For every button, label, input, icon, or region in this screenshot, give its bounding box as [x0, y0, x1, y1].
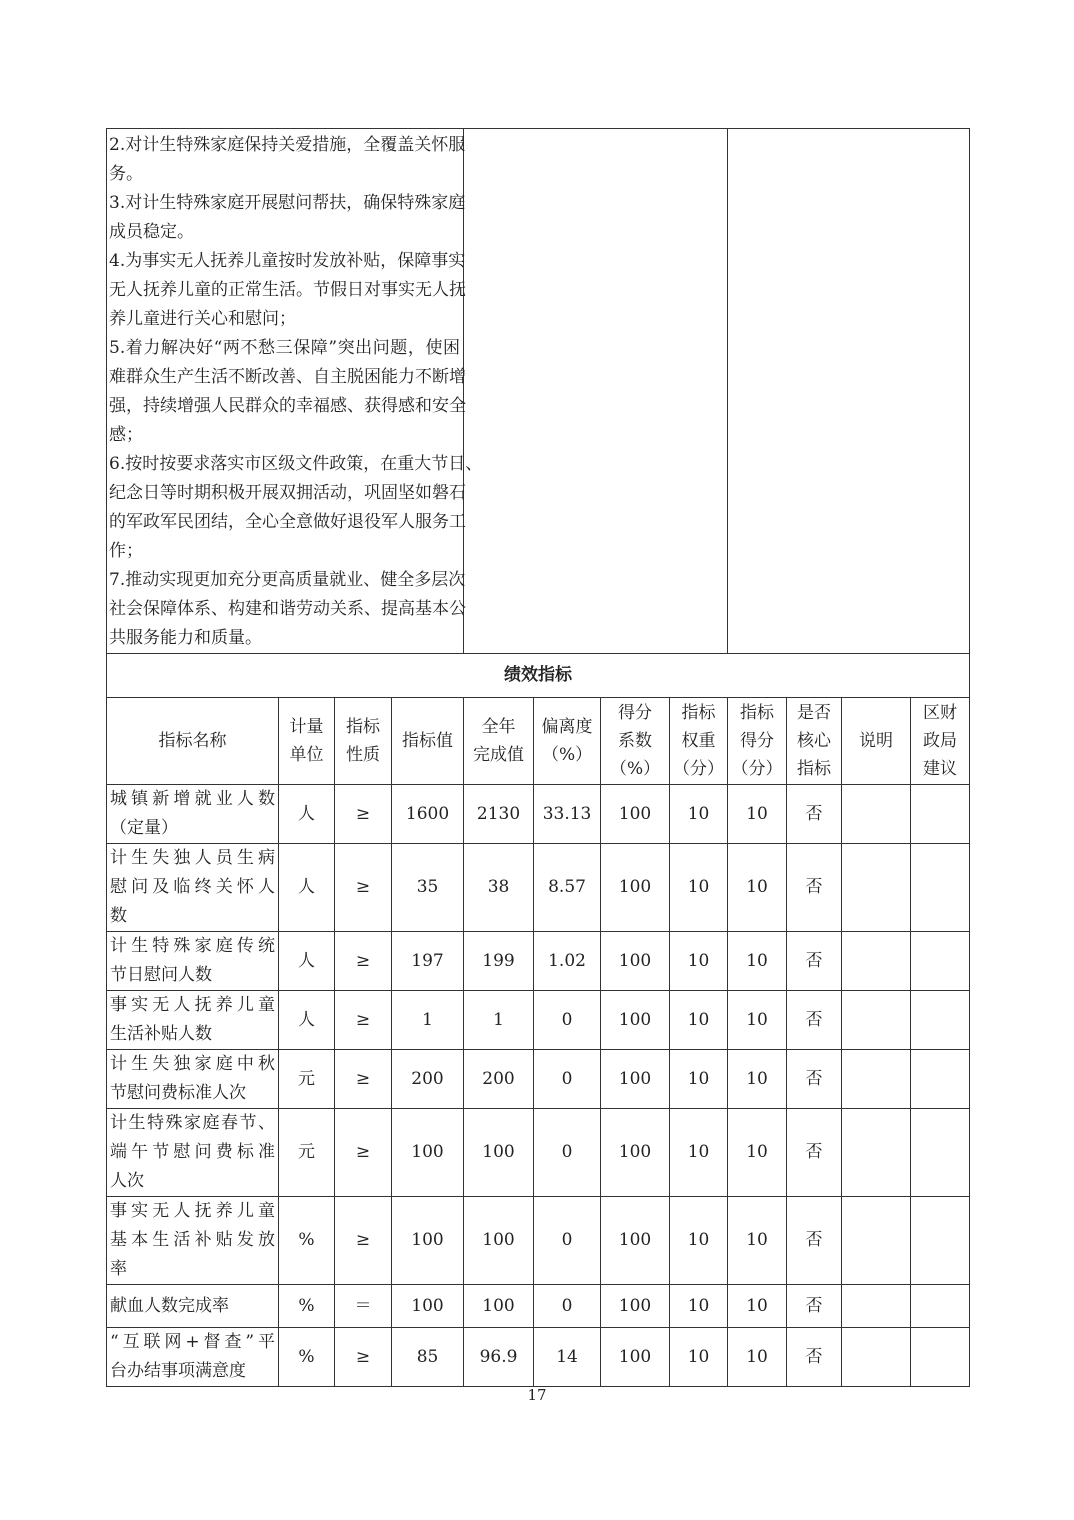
table-row	[107, 1328, 970, 1387]
empty-cell	[464, 129, 728, 654]
coef-cell: 100	[601, 1285, 670, 1328]
indicator-name-cell	[107, 991, 279, 1050]
deviation-cell: 0	[534, 1285, 601, 1328]
column-header	[279, 698, 335, 785]
column-header-line: 全年	[481, 717, 516, 737]
advice-cell	[911, 932, 970, 991]
nature-cell: ≥	[335, 932, 392, 991]
note-cell	[842, 991, 911, 1050]
weight-cell: 10	[670, 844, 728, 932]
advice-cell	[911, 1109, 970, 1197]
advice-cell	[911, 1197, 970, 1285]
indicator-name-line: 基本生活补贴发放	[110, 1230, 275, 1250]
column-header-line: 说明	[859, 731, 894, 751]
column-header	[842, 698, 911, 785]
column-header-line: 政局	[923, 731, 958, 751]
goal-text-line: 5.着力解决好“两不愁三保障”突出问题，使困	[109, 338, 461, 358]
unit-cell: 人	[279, 991, 335, 1050]
core-cell: 否	[787, 1328, 842, 1387]
indicator-name-line: （定量）	[110, 818, 178, 838]
column-header-line: 建议	[923, 759, 958, 779]
note-cell	[842, 1285, 911, 1328]
target-cell: 1600	[392, 785, 464, 844]
advice-cell	[911, 1328, 970, 1387]
table-row	[107, 785, 970, 844]
column-header-line: 权重	[681, 731, 716, 751]
note-cell	[842, 844, 911, 932]
goal-text-line: 3.对计生特殊家庭开展慰问帮扶，确保特殊家庭	[109, 193, 466, 213]
indicator-name-line: 计生特殊家庭传统	[110, 936, 275, 956]
deviation-cell: 0	[534, 991, 601, 1050]
unit-cell: 元	[279, 1109, 335, 1197]
indicator-name-line: 事实无人抚养儿童	[110, 995, 275, 1015]
column-header-line: （分）	[731, 759, 783, 779]
indicator-name-line: 台办结事项满意度	[110, 1361, 246, 1381]
header-row	[107, 698, 970, 785]
indicator-name-line: 数	[110, 906, 127, 926]
indicator-name-line: 城镇新增就业人数	[110, 789, 275, 809]
nature-cell: ≥	[335, 785, 392, 844]
column-header	[392, 698, 464, 785]
column-header-line: 完成值	[473, 745, 525, 765]
note-cell	[842, 1328, 911, 1387]
score-cell: 10	[728, 932, 787, 991]
goal-text-line: 2.对计生特殊家庭保持关爱措施，全覆盖关怀服	[109, 135, 466, 155]
target-cell: 100	[392, 1109, 464, 1197]
coef-cell: 100	[601, 785, 670, 844]
indicator-name-line: 节慰问费标准人次	[110, 1083, 246, 1103]
column-header-line: 指标	[681, 703, 716, 723]
score-cell: 10	[728, 1197, 787, 1285]
column-header-line: 区财	[923, 703, 958, 723]
page-number: 17	[527, 1386, 547, 1404]
indicator-name-line: 人次	[110, 1171, 144, 1191]
column-header-line: 核心	[797, 731, 832, 751]
weight-cell: 10	[670, 932, 728, 991]
goal-text-line: 无人抚养儿童的正常生活。节假日对事实无人抚	[109, 280, 466, 300]
column-header-line: 得分	[740, 731, 775, 751]
score-cell: 10	[728, 1328, 787, 1387]
indicator-name-cell	[107, 932, 279, 991]
column-header	[464, 698, 534, 785]
coef-cell: 100	[601, 844, 670, 932]
note-cell	[842, 785, 911, 844]
advice-cell	[911, 1285, 970, 1328]
core-cell: 否	[787, 785, 842, 844]
goals-text-cell	[107, 129, 483, 654]
column-header-line: 单位	[289, 745, 324, 765]
unit-cell: 人	[279, 844, 335, 932]
column-header-line: 偏离度	[541, 717, 593, 737]
column-header	[335, 698, 392, 785]
indicator-name-line: 计生失独家庭中秋	[110, 1054, 275, 1074]
target-cell: 1	[392, 991, 464, 1050]
coef-cell: 100	[601, 1109, 670, 1197]
note-cell	[842, 932, 911, 991]
unit-cell: %	[279, 1197, 335, 1285]
column-header	[534, 698, 601, 785]
column-header-line: 计量	[289, 717, 324, 737]
column-header-line: 指标名称	[158, 731, 227, 751]
actual-cell: 100	[464, 1285, 534, 1328]
core-cell: 否	[787, 1285, 842, 1328]
deviation-cell: 8.57	[534, 844, 601, 932]
goal-text-line: 的军政军民团结，全心全意做好退役军人服务工	[109, 512, 466, 532]
goal-text-line: 7.推动实现更加充分更高质量就业、健全多层次	[109, 570, 466, 590]
indicator-name-line: 计生特殊家庭春节、	[110, 1113, 275, 1133]
core-cell: 否	[787, 1050, 842, 1109]
weight-cell: 10	[670, 1109, 728, 1197]
core-cell: 否	[787, 1197, 842, 1285]
column-header-line: （%）	[541, 745, 593, 765]
deviation-cell: 14	[534, 1328, 601, 1387]
column-header-line: 系数	[618, 731, 653, 751]
indicator-name-line: 事实无人抚养儿童	[110, 1201, 275, 1221]
unit-cell: 元	[279, 1050, 335, 1109]
score-cell: 10	[728, 1050, 787, 1109]
indicator-name-cell	[107, 1328, 279, 1387]
score-cell: 10	[728, 1109, 787, 1197]
column-header	[728, 698, 787, 785]
target-cell: 200	[392, 1050, 464, 1109]
core-cell: 否	[787, 991, 842, 1050]
goal-text-line: 强，持续增强人民群众的幸福感、获得感和安全	[109, 396, 466, 416]
advice-cell	[911, 1050, 970, 1109]
column-header-line: 指标	[346, 717, 380, 737]
weight-cell: 10	[670, 991, 728, 1050]
coef-cell: 100	[601, 932, 670, 991]
indicator-name-cell	[107, 1197, 279, 1285]
section-row	[107, 654, 970, 698]
target-cell: 100	[392, 1285, 464, 1328]
indicator-name-line: 献血人数完成率	[110, 1295, 229, 1316]
score-cell: 10	[728, 1285, 787, 1328]
nature-cell: ≥	[335, 1109, 392, 1197]
actual-cell: 100	[464, 1109, 534, 1197]
column-header-line: 得分	[618, 703, 653, 723]
goal-text-line: 6.按时按要求落实市区级文件政策，在重大节日、	[109, 454, 483, 474]
deviation-cell: 0	[534, 1197, 601, 1285]
indicator-name-line: 率	[110, 1259, 127, 1279]
goal-text-line: 难群众生产生活不断改善、自主脱困能力不断增	[109, 367, 466, 387]
goal-text-line: 社会保障体系、构建和谐劳动关系、提高基本公	[109, 599, 466, 619]
actual-cell: 38	[464, 844, 534, 932]
coef-cell: 100	[601, 991, 670, 1050]
table-row	[107, 1109, 970, 1197]
coef-cell: 100	[601, 1050, 670, 1109]
target-cell: 85	[392, 1328, 464, 1387]
indicator-name-cell	[107, 844, 279, 932]
unit-cell: %	[279, 1328, 335, 1387]
goal-text-line: 4.为事实无人抚养儿童按时发放补贴，保障事实	[109, 251, 466, 271]
advice-cell	[911, 785, 970, 844]
goal-text-line: 作；	[109, 541, 143, 561]
table-row	[107, 932, 970, 991]
indicator-name-line: “互联网+督查”平	[110, 1332, 275, 1352]
indicator-name-line: 生活补贴人数	[110, 1024, 212, 1044]
weight-cell: 10	[670, 1328, 728, 1387]
table-row	[107, 1285, 970, 1328]
table-row	[107, 844, 970, 932]
goal-text-line: 纪念日等时期积极开展双拥活动，巩固坚如磐石	[109, 483, 466, 503]
actual-cell: 96.9	[464, 1328, 534, 1387]
indicator-name-line: 端午节慰问费标准	[110, 1142, 275, 1162]
indicator-name-cell	[107, 1109, 279, 1197]
column-header	[601, 698, 670, 785]
goal-text-line: 共服务能力和质量。	[109, 628, 262, 648]
indicator-name-cell	[107, 1285, 279, 1328]
weight-cell: 10	[670, 1285, 728, 1328]
table-row	[107, 1197, 970, 1285]
column-header	[670, 698, 728, 785]
weight-cell: 10	[670, 1050, 728, 1109]
core-cell: 否	[787, 1109, 842, 1197]
advice-cell	[911, 844, 970, 932]
weight-cell: 10	[670, 1197, 728, 1285]
nature-cell: ≥	[335, 1328, 392, 1387]
deviation-cell: 0	[534, 1050, 601, 1109]
column-header-line: 指标值	[402, 731, 454, 751]
column-header-line: （分）	[673, 759, 725, 779]
advice-cell	[911, 991, 970, 1050]
column-header-line: （%）	[609, 759, 661, 779]
column-header	[787, 698, 842, 785]
note-cell	[842, 1050, 911, 1109]
score-cell: 10	[728, 844, 787, 932]
nature-cell: ≥	[335, 991, 392, 1050]
indicator-name-line: 慰问及临终关怀人	[110, 877, 275, 897]
column-header	[911, 698, 970, 785]
actual-cell: 1	[464, 991, 534, 1050]
deviation-cell: 33.13	[534, 785, 601, 844]
target-cell: 35	[392, 844, 464, 932]
actual-cell: 100	[464, 1197, 534, 1285]
note-cell	[842, 1109, 911, 1197]
target-cell: 100	[392, 1197, 464, 1285]
core-cell: 否	[787, 932, 842, 991]
nature-cell: ≥	[335, 844, 392, 932]
unit-cell: 人	[279, 785, 335, 844]
column-header	[107, 698, 279, 785]
table-row	[107, 1050, 970, 1109]
column-header-line: 指标	[797, 759, 832, 779]
score-cell: 10	[728, 991, 787, 1050]
coef-cell: 100	[601, 1328, 670, 1387]
score-cell: 10	[728, 785, 787, 844]
goals-row	[107, 129, 970, 654]
indicator-name-line: 计生失独人员生病	[110, 848, 275, 868]
goal-text-line: 感；	[109, 425, 143, 445]
performance-table	[106, 128, 970, 1387]
column-header-line: 指标	[740, 703, 775, 723]
table-row	[107, 991, 970, 1050]
core-cell: 否	[787, 844, 842, 932]
deviation-cell: 0	[534, 1109, 601, 1197]
note-cell	[842, 1197, 911, 1285]
actual-cell: 2130	[464, 785, 534, 844]
unit-cell: 人	[279, 932, 335, 991]
nature-cell: ≥	[335, 1197, 392, 1285]
empty-cell	[728, 129, 970, 654]
coef-cell: 100	[601, 1197, 670, 1285]
indicator-name-cell	[107, 785, 279, 844]
column-header-line: 是否	[797, 703, 832, 723]
indicator-name-cell	[107, 1050, 279, 1109]
column-header-line: 性质	[346, 745, 380, 765]
nature-cell: ≥	[335, 1050, 392, 1109]
weight-cell: 10	[670, 785, 728, 844]
goal-text-line: 养儿童进行关心和慰问；	[109, 309, 296, 329]
target-cell: 197	[392, 932, 464, 991]
nature-cell: ＝	[335, 1285, 392, 1328]
goal-text-line: 务。	[109, 164, 143, 184]
goal-text-line: 成员稳定。	[109, 222, 194, 242]
actual-cell: 200	[464, 1050, 534, 1109]
indicator-name-line: 节日慰问人数	[110, 965, 212, 985]
unit-cell: %	[279, 1285, 335, 1328]
section-title: 绩效指标	[107, 654, 970, 698]
actual-cell: 199	[464, 932, 534, 991]
deviation-cell: 1.02	[534, 932, 601, 991]
